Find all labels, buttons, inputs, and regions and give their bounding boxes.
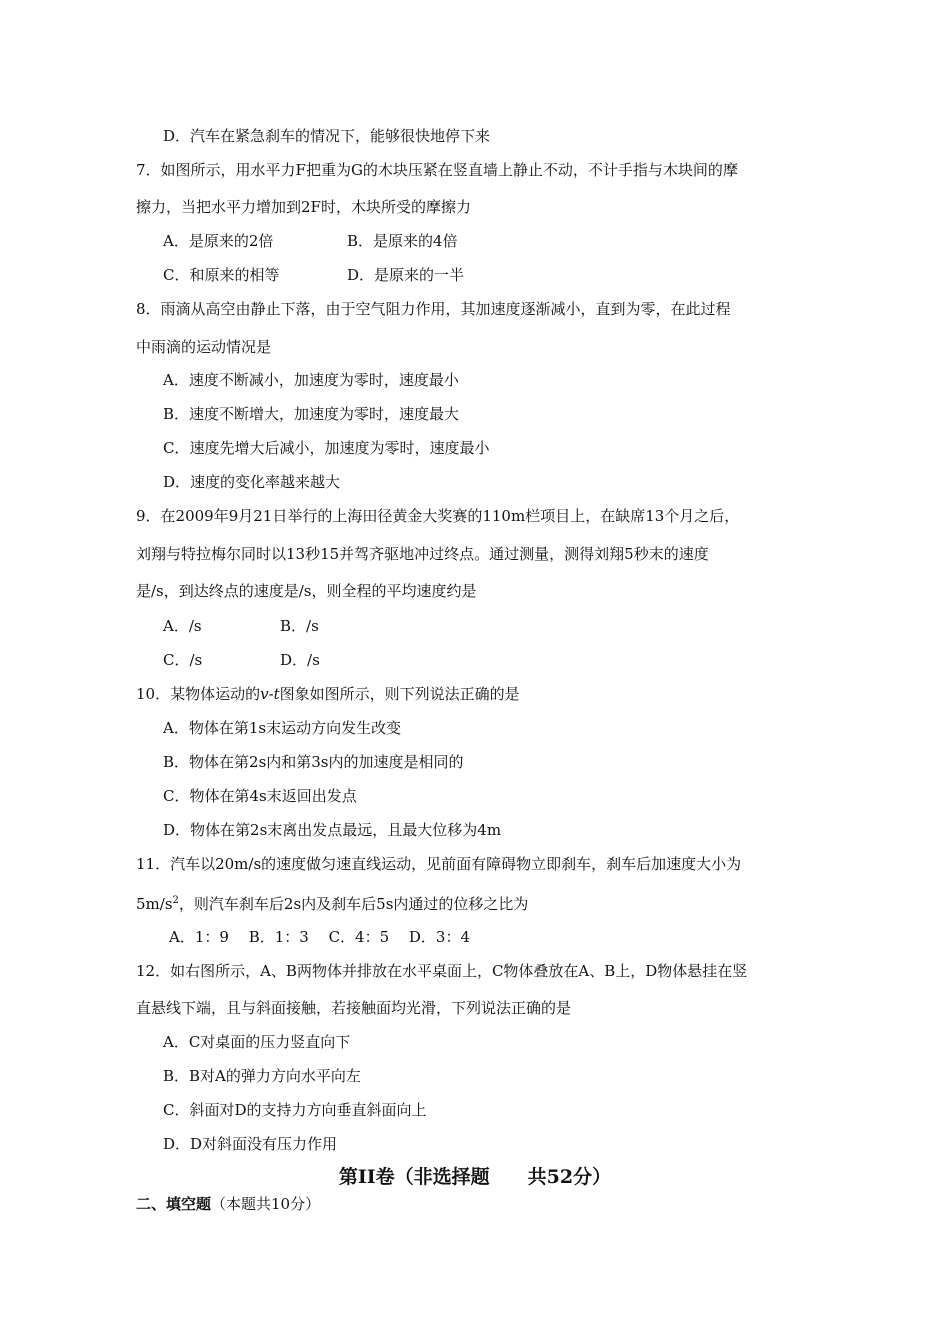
q8-option-b: B．速度不断增大，加速度为零时，速度最大 — [163, 405, 460, 423]
q12-option-d: D．D对斜面没有压力作用 — [163, 1135, 338, 1153]
q12-stem-line2: 直悬线下端，且与斜面接触，若接触面均光滑，下列说法正确的是 — [136, 999, 572, 1017]
q11-stem-line1: 11．汽车以20m/s的速度做匀速直线运动，见前面有障碍物立即刹车，刹车后加速度大小为 — [136, 855, 742, 873]
q11-options: A．1：9 B．1：3 C．4：5 D．3：4 — [169, 928, 471, 946]
q12-option-a: A．C对桌面的压力竖直向下 — [163, 1033, 351, 1051]
q10-option-c: C．物体在第4s末返回出发点 — [163, 787, 357, 805]
q7-stem-line2: 擦力，当把水平力增加到2F时，木块所受的摩擦力 — [136, 198, 471, 216]
q10-stem — [136, 683, 520, 705]
q9-option-d: D．/s — [280, 651, 320, 669]
q9-stem-line1: 9．在2009年9月21日举行的上海田径黄金大奖赛的110m栏项目上，在缺席13个月之后， — [136, 507, 740, 525]
q10-stem-pre: 10．某物体运动的 — [136, 685, 261, 703]
q12-stem-line1: 12．如右图所示，A、B两物体并排放在水平桌面上，C物体叠放在A、B上，D物体悬挂在竖 — [136, 962, 748, 980]
q7-option-b: B．是原来的4倍 — [347, 232, 458, 250]
q7-option-a: A．是原来的2倍 — [163, 232, 274, 250]
q11-stem-line2 — [136, 890, 528, 915]
section-label: 二、填空题 — [136, 1195, 212, 1213]
q8-stem-line2: 中雨滴的运动情况是 — [136, 338, 272, 356]
q7-option-d: D．是原来的一半 — [347, 266, 465, 284]
q11-stem2-sup: 2 — [172, 895, 179, 906]
part2-title: 第II卷（非选择题 共52分） — [338, 1166, 612, 1188]
q8-option-d: D．速度的变化率越来越大 — [163, 473, 341, 491]
q9-option-b: B．/s — [280, 617, 319, 635]
q10-option-a: A．物体在第1s末运动方向发生改变 — [163, 719, 402, 737]
q9-stem-line2: 刘翔与特拉梅尔同时以13秒15并驾齐驱地冲过终点。通过测量，测得刘翔5秒末的速度 — [136, 545, 709, 563]
q12-option-c: C．斜面对D的支持力方向垂直斜面向上 — [163, 1101, 427, 1119]
section-note: （本题共10分） — [211, 1195, 321, 1213]
q7-option-c: C．和原来的相等 — [163, 266, 280, 284]
q7-stem-line1: 7．如图所示，用水平力F把重为G的木块压紧在竖直墙上静止不动，不计手指与木块间的摩 — [136, 161, 738, 179]
q9-option-a: A．/s — [163, 617, 202, 635]
q9-option-c: C．/s — [163, 651, 203, 669]
q8-option-c: C．速度先增大后减小，加速度为零时，速度最小 — [163, 439, 490, 457]
q11-stem2-pre: 5m/s — [136, 895, 173, 913]
q9-stem-line3: 是/s，到达终点的速度是/s，则全程的平均速度约是 — [136, 582, 477, 600]
q10-stem-var: v-t — [260, 685, 280, 703]
q12-option-b: B．B对A的弹力方向水平向左 — [163, 1067, 361, 1085]
section-heading — [136, 1193, 320, 1215]
q8-option-a: A．速度不断减小，加速度为零时，速度最小 — [163, 371, 459, 389]
q6-option-d: D．汽车在紧急刹车的情况下，能够很快地停下来 — [163, 127, 491, 145]
q8-stem-line1: 8．雨滴从高空由静止下落，由于空气阻力作用，其加速度逐渐减小，直到为零，在此过程 — [136, 300, 731, 318]
q10-option-b: B．物体在第2s内和第3s内的加速度是相同的 — [163, 753, 464, 771]
q10-option-d: D．物体在第2s末离出发点最远，且最大位移为4m — [163, 821, 502, 839]
q11-stem2-post: ，则汽车刹车后2s内及刹车后5s内通过的位移之比为 — [178, 895, 529, 913]
q10-stem-post: 图象如图所示，则下列说法正确的是 — [279, 685, 520, 703]
